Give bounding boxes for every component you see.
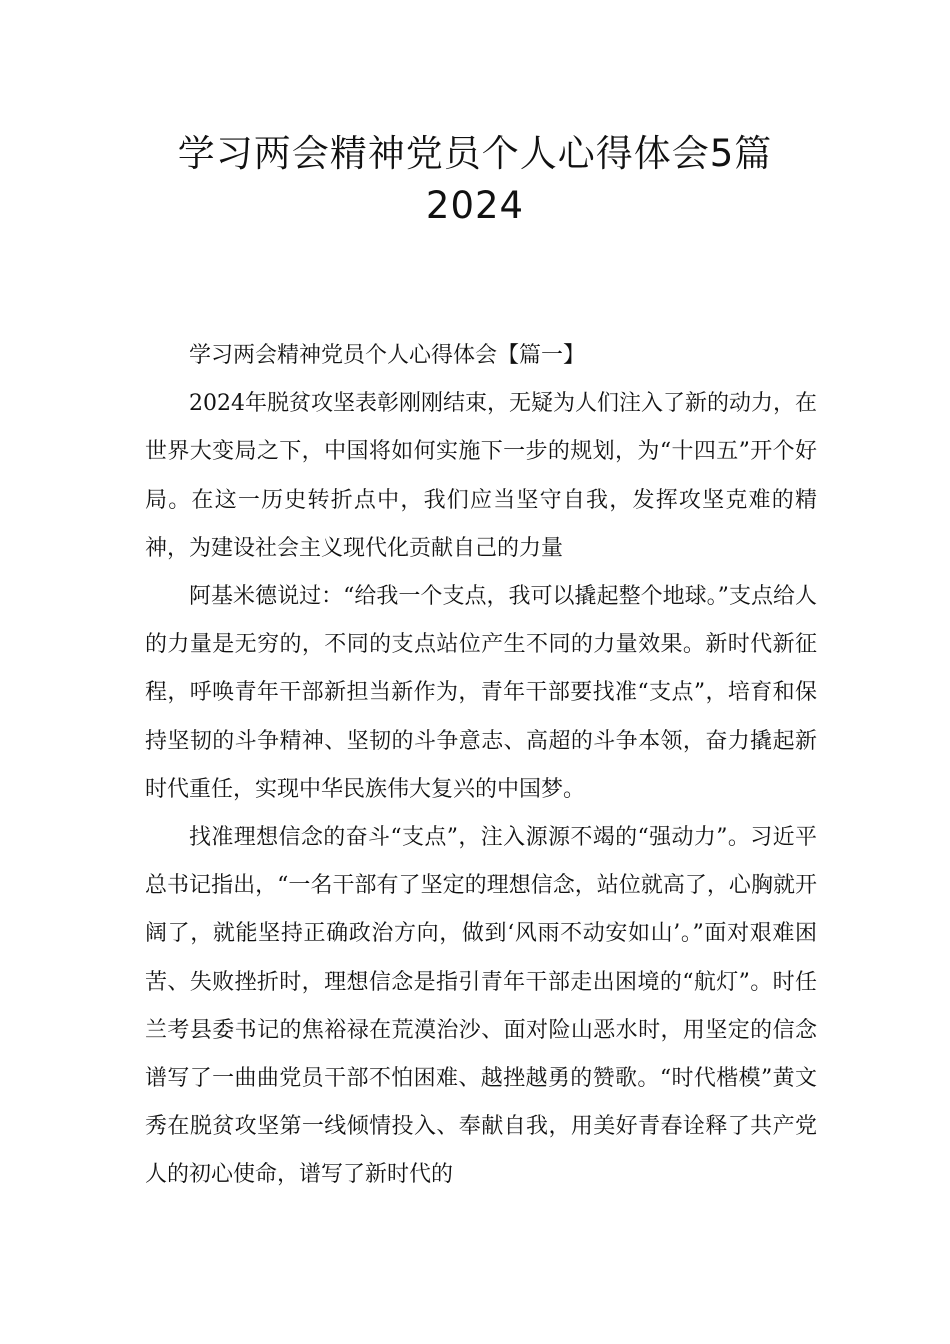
document-title-line-2: 2024 xyxy=(425,184,525,227)
paragraph-1: 2024年脱贫攻坚表彰刚刚结束，无疑为人们注入了新的动力，在世界大变局之下，中国将如何实施下一步的规划，为“十四五”开个好局。在这一历史转折点中，我们应当坚守自我，发挥攻坚克难的精神，为建设社会主义现代化贡献自己的力量 xyxy=(145,391,817,561)
document-body xyxy=(145,332,817,1200)
section-heading: 学习两会精神党员个人心得体会【篇一】 xyxy=(189,343,586,368)
paragraph-3: 找准理想信念的奋斗“支点”，注入源源不竭的“强动力”。习近平总书记指出，“一名干部有了坚定的理想信念，站位就高了，心胸就开阔了，就能坚持正确政治方向，做到‘风雨不动安如山’。”面对艰难困苦、失败挫折时，理想信念是指引青年干部走出困境的“航灯”。时任兰考县委书记的焦裕禄在荒漠治沙、面对险山恶水时，用坚定的信念谱写了一曲曲党员干部不怕困难、越挫越勇的赞歌。“时代楷模”黄文秀在脱贫攻坚第一线倾情投入、奉献自我，用美好青春诠释了共产党人的初心使命，谱写了新时代的 xyxy=(145,825,817,1188)
document-title-line-1: 学习两会精神党员个人心得体会5篇 xyxy=(177,132,773,175)
paragraph-2: 阿基米德说过：“给我一个支点，我可以撬起整个地球。”支点给人的力量是无穷的，不同的支点站位产生不同的力量效果。新时代新征程，呼唤青年干部新担当新作为，青年干部要找准“支点”，培育和保持坚韧的斗争精神、坚韧的斗争意志、高超的斗争本领，奋力撬起新时代重任，实现中华民族伟大复兴的中国梦。 xyxy=(145,584,817,802)
document-title xyxy=(100,128,850,232)
